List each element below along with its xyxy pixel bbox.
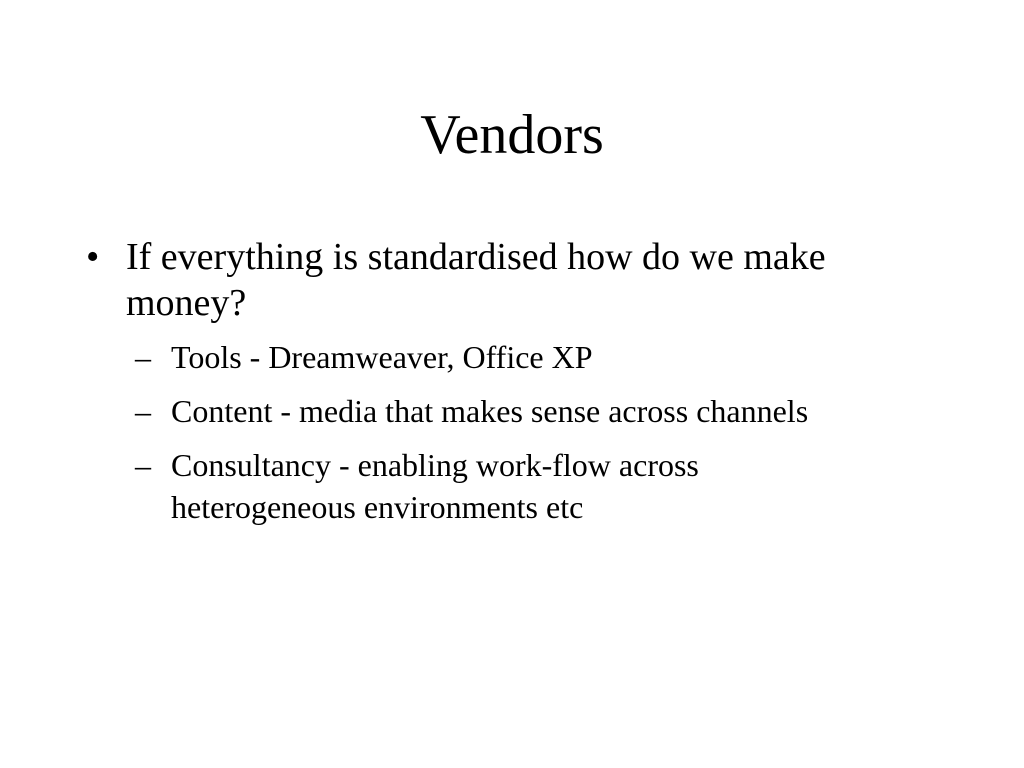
sub-bullet-list: [86, 336, 886, 528]
bullet-item: [86, 234, 886, 326]
bullet-marker: •: [86, 236, 100, 278]
slide-body: [86, 234, 886, 540]
bullet-text: If everything is standardised how do we make money?: [126, 236, 826, 324]
sub-bullet-marker: –: [135, 339, 151, 375]
sub-bullet-item: [135, 390, 886, 432]
slide-title: Vendors: [420, 104, 604, 166]
sub-bullet-marker: –: [135, 447, 151, 483]
sub-bullet-text: Tools - Dreamweaver, Office XP: [171, 339, 593, 375]
sub-bullet-item: [135, 336, 886, 378]
sub-bullet-text: Consultancy - enabling work-flow across heterogeneous environments etc: [171, 447, 699, 525]
sub-bullet-item: [135, 444, 886, 528]
sub-bullet-marker: –: [135, 393, 151, 429]
sub-bullet-text: Content - media that makes sense across channels: [171, 393, 809, 429]
